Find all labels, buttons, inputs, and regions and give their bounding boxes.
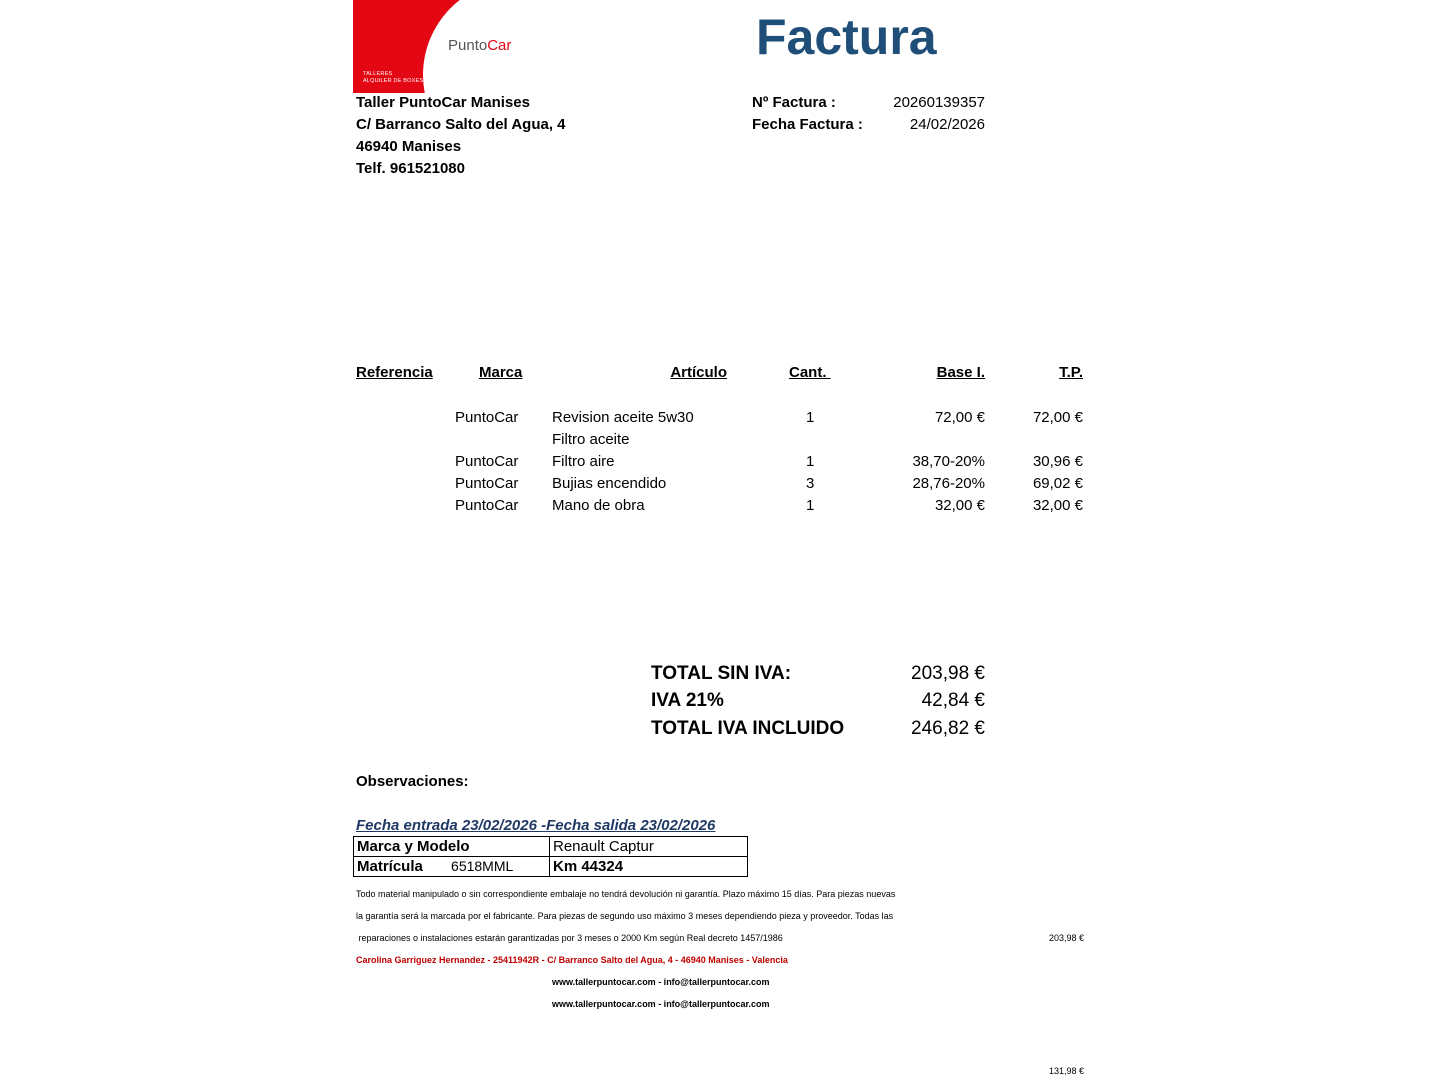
header-cant: Cant. [789,364,831,381]
vehicle-table [353,836,748,877]
row-3-articulo: Filtro aire [552,453,615,470]
row-5-cant: 1 [806,497,815,514]
matricula-value: 6518MML [451,858,514,874]
row-5-tp: 32,00 € [1032,497,1083,514]
invoice-date: 24/02/2026 [909,116,985,133]
header-articulo: Artículo [670,364,727,381]
legal-line-1: Todo material manipulado o sin correspondiente embalaje no tendrá devolución ni garantía. Plazo máximo 15 días. Para piezas nuevas [356,889,896,899]
row-2-articulo: Filtro aceite [552,431,630,448]
company-street: C/ Barranco Salto del Agua, 4 [356,116,566,133]
company-logo [353,0,543,93]
row-4-marca: PuntoCar [455,475,519,492]
iva-value: 42,84 € [921,690,985,711]
logo-tagline-1: TALLERES [363,71,393,77]
website-line-1: www.tallerpuntocar.com - info@tallerpuntocar.com [552,977,770,987]
legal-line-3: reparaciones o instalaciones estarán garantizadas por 3 meses o 2000 Km según Real decreto 1457/1986 [356,933,783,943]
row-3-marca: PuntoCar [455,453,519,470]
invoice-number-label: Nº Factura : [752,94,836,111]
matricula-label: Matrícula [357,858,423,875]
row-4-tp: 69,02 € [1032,475,1083,492]
row-3-tp: 30,96 € [1032,453,1083,470]
row-3-base: 38,70-20% [912,453,985,470]
invoice-date-label: Fecha Factura : [752,116,863,133]
matricula-cell [354,857,550,877]
row-1-cant: 1 [806,409,815,426]
row-1-base: 72,00 € [934,409,985,426]
total-sin-iva-label: TOTAL SIN IVA: [651,663,792,684]
row-1-marca: PuntoCar [455,409,519,426]
legal-line-2: la garantía será la marcada por el fabricante. Para piezas de segundo uso máximo 3 meses dependiendo pieza y proveedor. Todas las [356,911,894,921]
total-iva-incluido-label: TOTAL IVA INCLUIDO [651,718,845,739]
logo-brand-b: Car [487,37,512,54]
company-phone: Telf. 961521080 [356,160,465,177]
logo-tagline [363,71,423,85]
header-base: Base I. [936,364,985,381]
company-name: Taller PuntoCar Manises [356,94,530,111]
iva-label: IVA 21% [651,690,724,711]
row-5-marca: PuntoCar [455,497,519,514]
owner-info: Carolina Garriguez Hernandez - 25411942R - C/ Barranco Salto del Agua, 4 - 46940 Manises - Valencia [356,955,788,965]
bottom-amount: 131,98 € [1048,1066,1084,1076]
marca-modelo-label: Marca y Modelo [354,837,550,857]
header-marca: Marca [479,364,523,381]
row-1-tp: 72,00 € [1032,409,1083,426]
total-iva-incluido-value: 246,82 € [911,718,985,739]
row-4-base: 28,76-20% [912,475,985,492]
fechas-entrada-salida: Fecha entrada 23/02/2026 -Fecha salida 23/02/2026 [356,817,716,834]
row-5-base: 32,00 € [934,497,985,514]
header-tp: T.P. [1059,364,1083,381]
header-referencia: Referencia [356,364,433,381]
row-4-articulo: Bujias encendido [552,475,667,492]
row-5-articulo: Mano de obra [552,497,645,514]
logo-brand-name [448,37,511,54]
marca-modelo-value: Renault Captur [550,837,748,857]
document-title: Factura [756,9,937,65]
website-line-2: www.tallerpuntocar.com - info@tallerpuntocar.com [552,999,770,1009]
legal-side-amount: 203,98 € [1048,933,1084,943]
total-sin-iva-value: 203,98 € [911,663,985,684]
company-city: 46940 Manises [356,138,462,155]
row-3-cant: 1 [806,453,815,470]
km-value: Km 44324 [550,857,748,877]
logo-tagline-2: ALQUILER DE BOXES [363,78,424,84]
invoice-number: 20260139357 [893,94,985,111]
observaciones-label: Observaciones: [356,773,469,790]
row-4-cant: 3 [806,475,815,492]
row-1-articulo: Revision aceite 5w30 [552,409,694,426]
logo-brand-a: Punto [448,37,488,54]
